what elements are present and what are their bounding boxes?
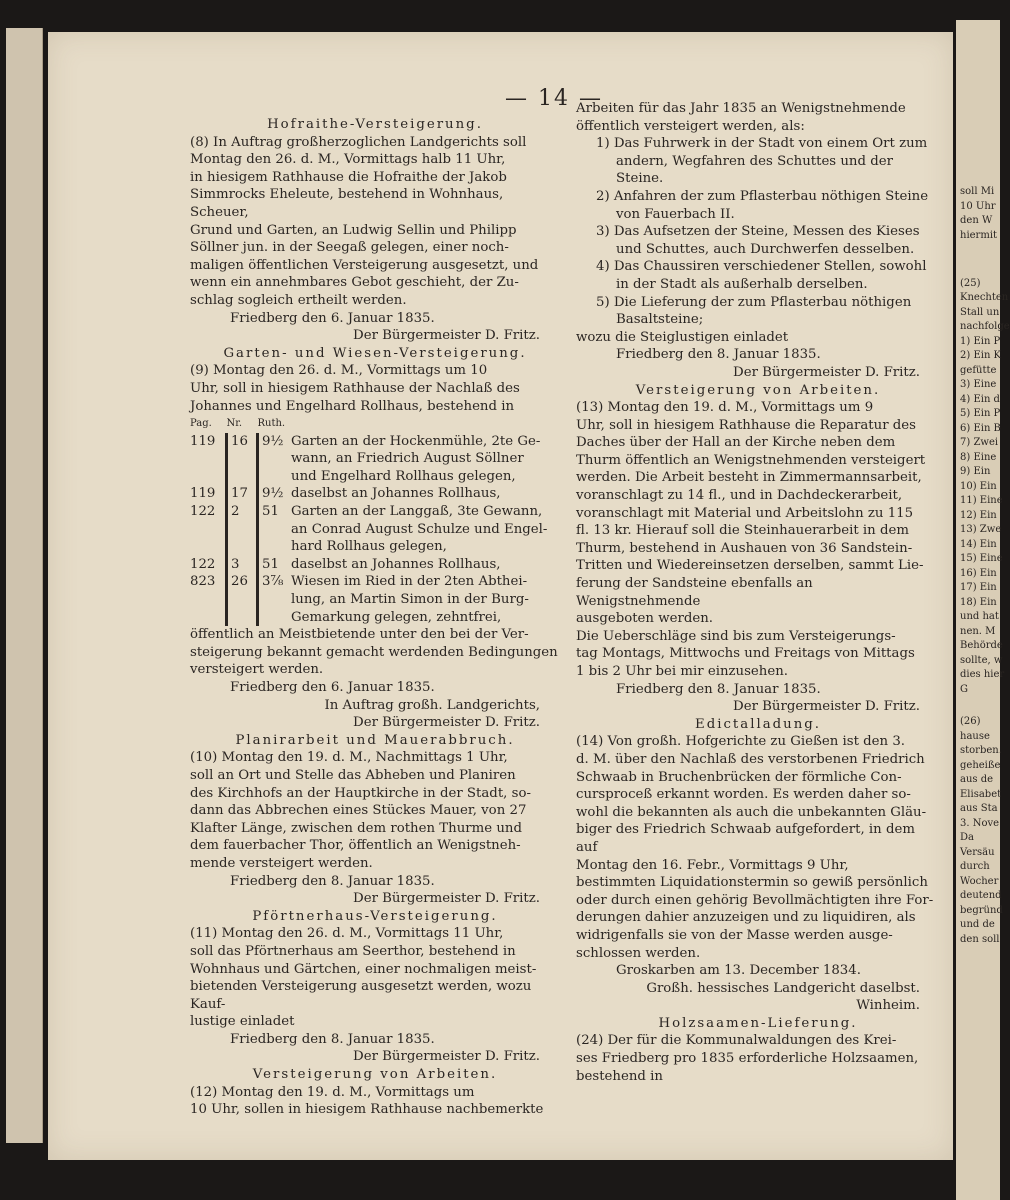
cell-ruth: 9½ [258, 485, 292, 503]
next-page-fragment: 9) Ein [960, 466, 991, 477]
text-line: Daches über der Hall an der Kirche neben dem [576, 435, 896, 451]
text-line: 10 Uhr, sollen in hiesigem Rathhause nachbemerkte [190, 1102, 544, 1118]
cell-nr: 3 [227, 556, 258, 574]
text-line: an Conrad August Schulze und Engel- [291, 521, 548, 537]
section-heading: Edictalladung. [695, 716, 821, 732]
cell-ruth: 3⅞ [258, 573, 292, 626]
cell-ruth: 51 [258, 556, 292, 574]
text-line: wohl die bekannten als auch die unbekannten Gläu- [576, 804, 927, 820]
cell-pag: 823 [190, 574, 216, 590]
text-line: ferung der Sandsteine ebenfalls an Wenigstnehmende [576, 576, 813, 609]
cell-ruth: 51 [258, 503, 292, 556]
next-page-fragment: deutend [960, 890, 1002, 901]
cell-pag: 119 [190, 486, 216, 502]
cell-desc [291, 573, 560, 626]
text-line: des Kirchhofs an der Hauptkirche in der Stadt, so- [190, 785, 531, 801]
next-page-fragment: 5) Ein P [960, 408, 1001, 419]
text-line: ses Friedberg pro 1835 erforderliche Holzsaamen, [576, 1051, 919, 1067]
signature: Der Bürgermeister D. Fritz. [353, 1049, 540, 1065]
text-line: öffentlich versteigert werden, als: [576, 118, 805, 134]
text-line: wenn ein annehmbares Gebot geschieht, der Zu- [190, 275, 519, 291]
list-item: 3) Das Aufsetzen der Steine, Messen des Kieses und Schuttes, auch Durchwerfen desselben. [596, 224, 920, 257]
text-line: (13) Montag den 19. d. M., Vormittags um 9 [576, 400, 874, 416]
text-line: lung, an Martin Simon in der Burg- [291, 592, 529, 608]
signature: Der Bürgermeister D. Fritz. [733, 364, 920, 380]
table-row [190, 485, 560, 503]
text-line: und Engelhard Rollhaus gelegen, [291, 468, 516, 484]
text-line: Montag den 16. Febr., Vormittags 9 Uhr, [576, 857, 849, 873]
list-item: 2) Anfahren der zum Pflasterbau nöthigen Steine von Fauerbach II. [596, 188, 929, 222]
text-line: daselbst an Johannes Rollhaus, [291, 556, 501, 572]
cell-nr: 17 [227, 485, 258, 503]
text-line: Montag den 26. d. M., Vormittags halb 11 Uhr, [190, 152, 506, 168]
text-line: Söllner jun. in der Seegaß gelegen, einer noch- [190, 240, 509, 256]
next-page-fragment: 6) Ein B [960, 422, 1001, 434]
next-page-fragment: aus Sta [960, 803, 998, 814]
next-page-fragment: Elisabet [960, 788, 1002, 800]
text-line: d. M. über den Nachlaß des verstorbenen Friedrich [576, 751, 925, 767]
text-line: Uhr, soll in hiesigem Rathhause die Reparatur des [576, 417, 916, 433]
next-page-fragment: 3. Nove [960, 817, 1000, 829]
text-line: steigerung bekannt gemacht werdenden Bedingungen [190, 644, 558, 660]
next-page-fragment: sollte, w [960, 654, 1003, 666]
closing-text: wozu die Steiglustigen einladet [576, 329, 789, 345]
text-line: Arbeiten für das Jahr 1835 an Wenigstnehmende [576, 101, 906, 116]
table-row [190, 556, 560, 574]
next-page-fragment: 12) Ein [960, 509, 997, 521]
text-line: daselbst an Johannes Rollhaus, [291, 486, 501, 502]
table-row [190, 503, 560, 556]
place-date: Friedberg den 8. Januar 1835. [616, 681, 821, 697]
text-line: Schwaab in Bruchenbrücken der förmliche Con- [576, 769, 902, 785]
column-header: Pag. [190, 418, 212, 430]
next-page-fragment: nen. M [960, 625, 996, 637]
cell-ruth: 9½ [258, 433, 292, 486]
column-header: Ruth. [257, 418, 286, 430]
cell-nr: 26 [227, 573, 258, 626]
notice-text [576, 399, 940, 681]
text-line: (11) Montag den 26. d. M., Vormittags 11 Uhr, [190, 926, 504, 942]
list-item: 1) Das Fuhrwerk in der Stadt von einem Ort zum andern, Wegfahren des Schuttes und der Steine. [596, 136, 928, 187]
text-line: tag Montags, Mittwochs und Freitags von Mittags [576, 646, 915, 662]
text-line: öffentlich an Meistbietende unter den bei der Ver- [190, 627, 529, 643]
text-line: ausgeboten werden. [576, 611, 713, 627]
next-page-fragment: 14) Ein [960, 538, 997, 550]
section-heading: Pförtnerhaus-Versteigerung. [252, 908, 498, 924]
previous-page-edge [6, 28, 43, 1143]
text-line: soll das Pförtnerhaus am Seerthor, bestehend in [190, 943, 516, 959]
next-page-fragment: 11) Eine [960, 495, 1003, 506]
next-page-fragment: 1) Ein P [960, 335, 1001, 347]
column-header: Nr. [226, 418, 243, 430]
text-line: Klafter Länge, zwischen dem rothen Thurme und [190, 820, 522, 836]
page-number: — 14 — [505, 86, 603, 111]
section-heading: Planirarbeit und Mauerabbruch. [235, 732, 515, 748]
next-page-fragment: hause [960, 730, 990, 742]
next-page-fragment: Da [960, 832, 974, 843]
next-page-fragment: gefütte [960, 364, 997, 376]
next-page-fragment: 15) Eine [960, 553, 1003, 564]
text-line: 1 bis 2 Uhr bei mir einzusehen. [576, 664, 789, 679]
text-line: fl. 13 kr. Hierauf soll die Steinhauerarbeit in dem [576, 523, 909, 539]
text-line: auf [576, 839, 598, 855]
next-page-fragment: und de [960, 919, 995, 930]
next-page-fragment: 7) Zwei [960, 437, 999, 448]
notice-text [190, 749, 560, 872]
notice-text [190, 1084, 560, 1119]
table-row [190, 433, 560, 486]
next-page-fragment: (25) [960, 277, 981, 289]
next-page-fragment: (26) [960, 716, 981, 727]
notice-text [576, 100, 940, 135]
signature: Großh. hessisches Landgericht daselbst. [646, 980, 920, 996]
text-line: soll an Ort und Stelle das Abheben und Planiren [190, 767, 516, 783]
text-line: Thurm öffentlich an Wenigstnehmenden versteigert [576, 452, 926, 468]
text-line: Johannes und Engelhard Rollhaus, bestehend in [190, 398, 515, 414]
section-heading: Versteigerung von Arbeiten. [635, 382, 881, 398]
next-page-fragment: aus de [960, 774, 994, 785]
text-line: (14) Von großh. Hofgerichte zu Gießen ist den 3. [576, 734, 906, 750]
text-line: derungen dahier anzuzeigen und zu liquidiren, als [576, 910, 916, 926]
text-line: (9) Montag den 26. d. M., Vormittags um 10 [190, 363, 488, 379]
next-page-edge [956, 20, 1010, 1200]
section-heading: Garten- und Wiesen-Versteigerung. [223, 345, 527, 361]
cell-pag: 122 [190, 504, 216, 520]
next-page-fragment: 2) Ein K [960, 350, 1002, 361]
text-line: voranschlagt zu 14 fl., und in Dachdeckerarbeit, [576, 488, 903, 504]
notice-text [190, 134, 560, 310]
text-line: biger des Friedrich Schwaab aufgefordert, in dem [576, 822, 915, 838]
text-line: schlag sogleich ertheilt werden. [190, 292, 407, 308]
next-page-fragment: den soll [960, 933, 1000, 945]
next-page-fragment: durch [960, 861, 990, 872]
table-row [190, 573, 560, 626]
signature: Der Bürgermeister D. Fritz. [353, 328, 540, 344]
text-line: Gemarkung gelegen, zehntfrei, [291, 609, 502, 625]
text-line: Tritten und Wiedereinsetzen derselben, sammt Lie- [576, 558, 924, 574]
next-page-fragment: Knechten [960, 292, 1009, 303]
cell-desc [291, 433, 560, 486]
signature: Der Bürgermeister D. Fritz. [733, 699, 920, 715]
left-column [190, 116, 560, 1119]
text-line: maligen öffentlichen Versteigerung ausgesetzt, und [190, 257, 539, 273]
next-page-fragment: Versäu [960, 846, 995, 858]
text-line: Simmrocks Eheleute, bestehend in Wohnhaus, Scheuer, [190, 187, 504, 220]
signature: Winheim. [856, 998, 920, 1014]
next-page-fragment: 4) Ein d [960, 393, 1000, 405]
cell-desc [291, 503, 560, 556]
text-line: Garten an der Langgaß, 3te Gewann, [291, 504, 543, 520]
notice-text [190, 925, 560, 1031]
text-line: (12) Montag den 19. d. M., Vormittags um [190, 1084, 475, 1100]
text-line: (24) Der für die Kommunalwaldungen des Krei- [576, 1033, 897, 1049]
next-page-fragment: G [960, 683, 968, 695]
next-page-fragment: Behörde [960, 640, 1003, 651]
cell-pag: 122 [190, 556, 216, 572]
section-heading: Hofraithe-Versteigerung. [267, 117, 483, 132]
next-page-fragment: 18) Ein [960, 596, 997, 608]
text-line: in hiesigem Rathhause die Hofraithe der Jakob [190, 169, 507, 185]
next-page-fragment: 16) Ein [960, 567, 997, 579]
text-line: widrigenfalls sie von der Masse werden ausge- [576, 927, 893, 943]
signature: Der Bürgermeister D. Fritz. [353, 891, 540, 907]
signature: In Auftrag großh. Landgerichts, [324, 697, 540, 713]
notice-text [576, 1032, 940, 1085]
text-line: mende versteigert werden. [190, 855, 373, 871]
next-page-fragment: soll Mi [960, 186, 995, 197]
place-date: Friedberg den 8. Januar 1835. [230, 1031, 435, 1047]
text-line: Uhr, soll in hiesigem Rathhause der Nachlaß des [190, 380, 520, 396]
next-page-fragment: 17) Ein [960, 582, 997, 593]
next-page-fragment: den W [960, 215, 993, 226]
text-line: oder durch einen gehörig Bevollmächtigten ihre For- [576, 892, 934, 908]
next-page-fragment: nachfolge [960, 321, 1010, 332]
text-line: (10) Montag den 19. d. M., Nachmittags 1 Uhr, [190, 750, 508, 766]
place-date: Groskarben am 13. December 1834. [616, 963, 861, 979]
cell-desc [291, 485, 560, 503]
text-line: versteigert werden. [190, 662, 324, 678]
text-line: hard Rollhaus gelegen, [291, 539, 447, 555]
next-page-fragment: Stall un [960, 306, 1000, 318]
next-page-fragment: 10 Uhr [960, 200, 996, 212]
text-line: bestehend in [576, 1068, 663, 1084]
place-date: Friedberg den 6. Januar 1835. [230, 310, 435, 326]
text-line: (8) In Auftrag großherzoglichen Landgerichts soll [190, 134, 527, 150]
text-line: cursproceß erkannt worden. Es werden daher so- [576, 787, 911, 803]
property-table [190, 415, 560, 626]
next-page-fragment: storben. [960, 745, 1002, 756]
right-column [576, 100, 940, 1085]
text-line: dann das Abbrechen eines Stückes Mauer, von 27 [190, 803, 527, 819]
place-date: Friedberg den 6. Januar 1835. [230, 680, 435, 695]
text-line: dem fauerbacher Thor, öffentlich an Wenigstneh- [190, 838, 521, 854]
cell-nr: 2 [227, 503, 258, 556]
next-page-fragment: geheiße [960, 759, 1001, 771]
list-item: 5) Die Lieferung der zum Pflasterbau nöthigen Basaltsteine; [596, 294, 912, 328]
text-line: Wiesen im Ried in der 2ten Abthei- [291, 574, 528, 590]
place-date: Friedberg den 8. Januar 1835. [616, 347, 821, 363]
text-line: lustige einladet [190, 1014, 295, 1030]
text-line: Garten an der Hockenmühle, 2te Ge- [291, 433, 541, 449]
notice-text [576, 733, 940, 962]
text-line: Thurm, bestehend in Aushauen von 36 Sandstein- [576, 540, 913, 556]
text-line: schlossen werden. [576, 945, 701, 961]
section-heading: Holzsaamen-Lieferung. [658, 1015, 858, 1031]
next-page-fragment: und hat [960, 611, 999, 622]
text-line: Wohnhaus und Gärtchen, einer nochmaligen meist- [190, 961, 537, 977]
place-date: Friedberg den 8. Januar 1835. [230, 873, 435, 889]
next-page-fragment: 8) Eine [960, 451, 997, 463]
signature: Der Bürgermeister D. Fritz. [353, 715, 540, 731]
text-line: bietenden Versteigerung ausgesetzt werden, wozu Kauf- [190, 979, 532, 1012]
next-page-fragment: begründ [960, 904, 1003, 916]
next-page-fragment: dies hier [960, 669, 1005, 680]
next-page-fragment: hiermit [960, 229, 998, 241]
notice-text [190, 362, 560, 415]
cell-nr: 16 [227, 433, 258, 486]
cell-desc [291, 556, 560, 574]
list-item: 4) Das Chaussiren verschiedener Stellen, sowohl in der Stadt als außerhalb derselben. [596, 259, 927, 292]
text-line: wann, an Friedrich August Söllner [291, 451, 524, 467]
next-page-fragment: Wocher [960, 875, 999, 887]
next-page-fragment: 10) Ein [960, 480, 997, 492]
text-line: Die Ueberschläge sind bis zum Versteigerungs- [576, 628, 896, 644]
next-page-fragment: 3) Eine [960, 379, 997, 390]
text-line: bestimmten Liquidationstermin so gewiß persönlich [576, 875, 928, 891]
next-page-fragment: 13) Zwe [960, 524, 1002, 535]
section-heading: Versteigerung von Arbeiten. [252, 1067, 498, 1083]
text-line: werden. Die Arbeit besteht in Zimmermannsarbeit, [576, 470, 922, 486]
notice-text [190, 626, 560, 679]
text-line: Grund und Garten, an Ludwig Sellin und Philipp [190, 222, 517, 238]
text-line: voranschlagt mit Material und Arbeitslohn zu 115 [576, 505, 914, 521]
cell-pag: 119 [190, 433, 216, 449]
